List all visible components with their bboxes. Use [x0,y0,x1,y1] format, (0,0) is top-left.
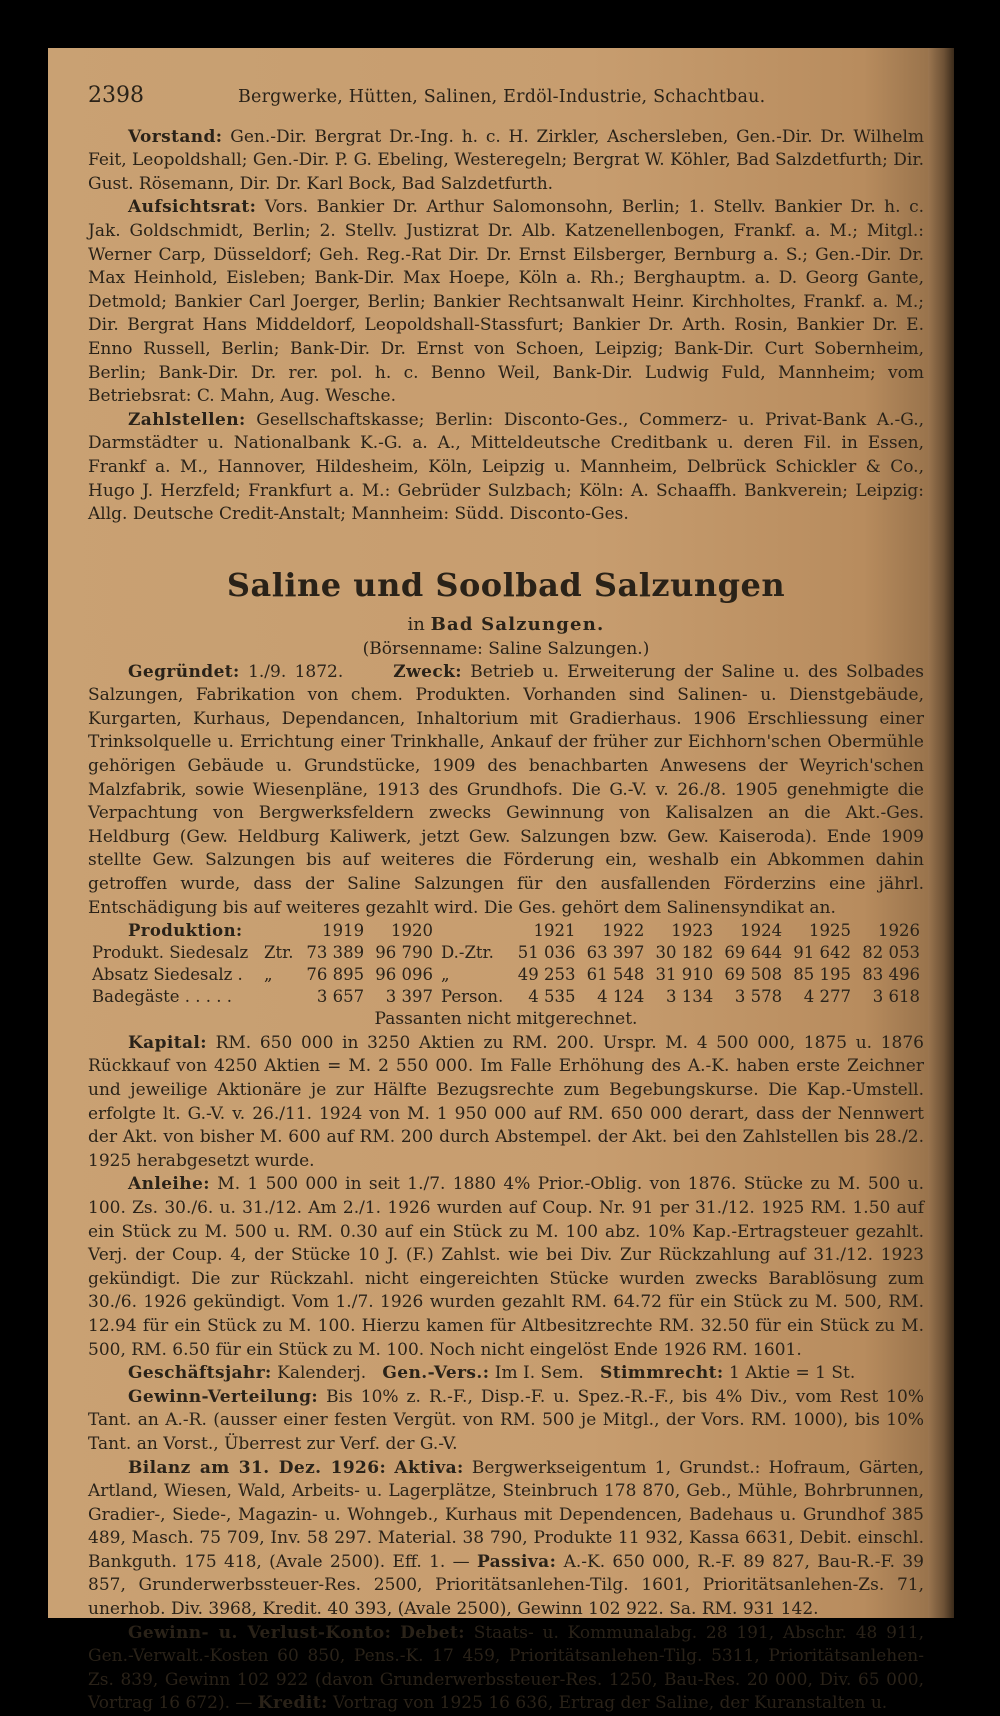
geschaeftsjahr-label: Geschäftsjahr: [128,1363,272,1384]
scanned-page [48,48,954,1714]
year-cell: 1923 [671,921,714,941]
table-row: Produkt. Siedesalz Ztr. 73 389 96 790 D.-Ztr. 51 036 63 397 30 182 69 644 91 642 82 053 [88,942,924,964]
page-binding-edge [928,48,954,1618]
year-cell: 1922 [602,921,645,941]
gen-vers-label: Gen.-Vers.: [382,1363,490,1384]
row-unit: D.-Ztr. [441,943,494,963]
gegruendet-label: Gegründet: [128,661,240,682]
row-unit [260,986,299,1008]
row-name: Produkt. Siedesalz [92,943,249,963]
gegruendet-zweck-paragraph [88,661,924,921]
zahlstellen-paragraph [88,409,924,527]
kapital-text: RM. 650 000 in 3250 Aktien zu RM. 200. Urspr. M. 4 500 000, 1875 u. 1876 Rückkauf von 4250 Aktien = M. 2 550 000. Im Falle Erhöhung des A.-K. haben erste Zeichner und jeweilige Aktionäre je zur Hälfte Bezugsrechte zum Begebungskurse. Die Kap.-Umstell. erfolgte lt. G.-V. v. 26./11. 1924 von M. 1 950 000 auf RM. 650 000 derart, dass der Nennwert der Akt. von bisher M. 600 auf RM. 200 durch Abstempel. der Akt. bei den Zahlstellen bis 28./2. 1925 herabgesetzt wurde. [88,1032,924,1171]
debet-text: Staats- u. Kommunalabg. 28 191, Abschr. 48 911, Gen.-Verwalt.-Kosten 60 850, Pens.-K. 17 459, Prioritätsanlehen-Tilg. 5311, Prioritätsanlehen-Zs. 839, Gewinn 102 922 (davon Grunderwerbssteuer-Res. 1250, Bau-Res. 20 000, Div. 65 000, Vortrag 16 672). — [88,1622,924,1714]
location-prefix: in [407,613,425,635]
vorstand-label: Vorstand: [128,126,223,147]
row-unit: „ [264,965,273,985]
kredit-text: Vortrag von 1925 16 636, Ertrag der Saline, der Kuranstalten u. [333,1693,888,1714]
page-number: 2398 [88,83,144,108]
zweck-text: Betrieb u. Erweiterung der Saline u. des Solbades Salzungen, Fabrikation von chem. Produkten. Vorhanden sind Salinen- u. Dienstgebäude, Kurgarten, Kurhaus, Dependancen, Inhaltorium mit Gradierhaus. 1906 Erschliessung einer Trinksolquelle u. Errichtung einer Trinkhalle, Ankauf der früher zur Eichhorn'schen Obermühle gehörigen Gebäude u. Grundstücke, 1909 des benachbarten Anwesens der Weyrich'schen Malzfabrik, sowie Wiesenpläne, 1913 des Grundhofs. Die G.-V. v. 26./8. 1905 genehmigte die Verpachtung von Bergwerksfeldern zwecks Gewinnung von Kalisalzen an die Akt.-Ges. Heldburg (Gew. Heldburg Kaliwerk, jetzt Gew. Salzungen bzw. Gew. Kaiseroda). Ende 1909 stellte Gew. Salzungen bis auf weiteres die Förderung ein, weshalb ein Abkommen dahin getroffen wurde, dass der Saline Salzungen für den ausfallenden Förderzins eine jährl. Entschädigung bis auf weiteres gezahlt wird. Die Ges. gehört dem Salinensyndikat an. [88,661,924,918]
produktion-note: Passanten nicht mitgerechnet. [374,1009,638,1030]
page-header [88,84,924,110]
aufsichtsrat-paragraph [88,196,924,408]
boersenname: (Börsenname: Saline Salzungen.) [362,638,650,659]
stimmrecht-label: Stimmrecht: [600,1363,724,1384]
row-name: Absatz Siedesalz . [92,965,243,985]
gewinn-verteilung-label: Gewinn-Verteilung: [128,1386,319,1407]
passiva-label: Passiva: [476,1551,557,1572]
aufsichtsrat-label: Aufsichtsrat: [128,197,257,218]
bilanz-paragraph [88,1457,924,1622]
gen-vers-value: Im I. Sem. [494,1363,584,1384]
row-unit: Person. [441,987,504,1007]
zahlstellen-label: Zahlstellen: [128,409,246,430]
vorstand-paragraph [88,126,924,197]
year-cell: 1920 [391,921,433,941]
aktiva-text: Bergwerkseigentum 1, Grundst.: Hofraum, Gärten, Artland, Wiesen, Wald, Arbeits- u. Lagerplätze, Steinbruch 178 870, Geb., Mühle, Bohrbrunnen, Gradier-, Siede-, Magazin- u. Wohngeb., Kurhaus mit Dependencen, Badehaus u. Grundhof 385 489, Masch. 75 709, Inv. 58 297. Material. 38 790, Produkte 11 932, Kassa 6631, Debit. einschl. Bankguth. 175 418, (Avale 2500). Eff. 1. — [88,1457,925,1572]
aufsichtsrat-text: Vors. Bankier Dr. Arthur Salomonsohn, Berlin; 1. Stellv. Bankier Dr. h. c. Jak. Goldschmidt, Berlin; 2. Stellv. Justizrat Dr. Alb. Katzenellenbogen, Frankf. a. M.; Mitgl.: Werner Carp, Düsseldorf; Geh. Reg.-Rat Dir. Dr. Ernst Eilsberger, Bernburg a. S.; Gen.-Dir. Dr. Max Heinhold, Eisleben; Bank-Dir. Max Hoepe, Köln a. Rh.; Berghauptm. a. D. Georg Gante, Detmold; Bankier Carl Joerger, Berlin; Bankier Rechtsanwalt Heinr. Kirchholtes, Frankf. a. M.; Dir. Bergrat Hans Middeldorf, Leopoldshall-Stassfurt; Bankier Dr. Arth. Rosin, Bankier Dr. E. Enno Russell, Berlin; Bank-Dir. Dr. Ernst von Schoen, Leipzig; Bank-Dir. Curt Sobernheim, Berlin; Bank-Dir. Dr. rer. pol. h. c. Benno Weil, Bank-Dir. Ludwig Fuld, Mannheim; vom Betriebsrat: C. Mahn, Aug. Wesche. [88,197,924,407]
row-name: Badegäste . . . . . [92,987,233,1007]
zweck-label: Zweck: [393,661,462,682]
row-unit: „ [441,965,450,985]
company-title: Saline und Soolbad Salzungen [226,565,786,604]
anleihe-text: M. 1 500 000 in seit 1./7. 1880 4% Prior.-Oblig. von 1876. Stücke zu M. 500 u. 100. Zs. 30./6. u. 31./12. Am 2./1. 1926 wurden auf Coup. Nr. 91 per 31./12. 1925 RM. 1.50 auf ein Stück zu M. 500 u. RM. 0.30 auf ein Stück zu M. 100 abz. 10% Kap.-Ertragsteuer gezahlt. Verj. der Coup. 4, der Stücke 10 J. (F.) Zahlst. wie bei Div. Zur Rückzahlung auf 31./12. 1923 gekündigt. Die zur Rückzahl. nicht eingereichten Stücke wurden zwecks Barablösung zum 30./6. 1926 gekündigt. Vom 1./7. 1926 wurden gezahlt RM. 64.72 für ein Stück zu M. 500, RM. 12.94 für ein Stück zu M. 100. Hierzu kamen für Altbesitzrechte RM. 32.50 für ein Stück zu M. 500, RM. 6.50 für ein Stück zu M. 100. Noch nicht eingelöst Ende 1926 RM. 1601. [88,1174,924,1360]
year-cell: 1924 [740,921,783,941]
debet-label: Debet: [400,1622,465,1643]
gewinn-verteilung-paragraph [88,1386,924,1457]
company-location [88,613,924,637]
geschaeftsjahr-paragraph [88,1362,924,1386]
kapital-paragraph [88,1032,924,1174]
table-row: Badegäste . . . . . 3 657 3 397 Person. 4 535 4 124 3 134 3 578 4 277 3 618 [88,986,924,1008]
anleihe-paragraph [88,1173,924,1362]
year-cell: 1926 [878,921,920,941]
guv-label: Gewinn- u. Verlust-Konto: [128,1622,392,1643]
geschaeftsjahr-value: Kalenderj. [277,1363,367,1384]
page-content [88,84,924,1716]
anleihe-label: Anleihe: [128,1174,210,1195]
year-cell: 1925 [809,921,852,941]
aktiva-label: Aktiva: [394,1457,464,1478]
produktion-table [88,920,924,1008]
kredit-label: Kredit: [257,1693,328,1714]
table-row: Absatz Siedesalz . „ 76 895 96 096 „ 49 253 61 548 31 910 69 508 85 195 83 496 [88,964,924,986]
produktion-label: Produktion: [128,921,243,941]
passiva-text: A.-K. 650 000, R.-F. 89 827, Bau-R.-F. 39 857, Grunderwerbssteuer-Res. 2500, Prioritätsanlehen-Tilg. 1601, Prioritätsanlehen-Zs. 71, unerhob. Div. 3968, Kredit. 40 393, (Avale 2500), Gewinn 102 922. Sa. RM. 931 142. [88,1551,924,1620]
vorstand-text: Gen.-Dir. Bergrat Dr.-Ing. h. c. H. Zirkler, Aschersleben, Gen.-Dir. Dr. Wilhelm Feit, Leopoldshall; Gen.-Dir. P. G. Ebeling, Westeregeln; Bergrat W. Köhler, Bad Salzdetfurth; Dir. Gust. Rösemann, Dir. Dr. Karl Bock, Bad Salzdetfurth. [88,126,924,194]
guv-paragraph [88,1622,924,1716]
year-cell: 1921 [533,921,576,941]
year-cell: 1919 [322,921,365,941]
gewinn-verteilung-text: Bis 10% z. R.-F., Disp.-F. u. Spez.-R.-F., bis 4% Div., vom Rest 10% Tant. an A.-R. (ausser einer festen Vergüt. von RM. 500 je Mitgl., der Vors. RM. 1000), bis 10% Tant. an Vorst., Überrest zur Verf. der G.-V. [88,1386,924,1454]
kapital-label: Kapital: [128,1032,207,1053]
location-name: Bad Salzungen. [430,613,605,635]
produktion-header-row [88,920,924,942]
zahlstellen-text: Gesellschaftskasse; Berlin: Disconto-Ges., Commerz- u. Privat-Bank A.-G., Darmstädter u. Nationalbank K.-G. a. A., Mitteldeutsche Creditbank u. deren Fil. in Essen, Frankf a. M., Hannover, Hildesheim, Köln, Leipzig u. Mannheim, Delbrück Schickler & Co., Hugo J. Herzfeld; Frankfurt a. M.: Gebrüder Sulzbach; Köln: A. Schaaffh. Bankverein; Leipzig: Allg. Deutsche Credit-Anstalt; Mannheim: Südd. Disconto-Ges. [88,409,924,525]
running-head: Bergwerke, Hütten, Salinen, Erdöl-Industrie, Schachtbau. [238,87,766,107]
bilanz-label: Bilanz am 31. Dez. 1926: [128,1457,387,1478]
stimmrecht-value: 1 Aktie = 1 St. [729,1363,856,1384]
gegruendet-value: 1./9. 1872. [248,661,344,682]
row-unit: Ztr. [264,943,294,963]
